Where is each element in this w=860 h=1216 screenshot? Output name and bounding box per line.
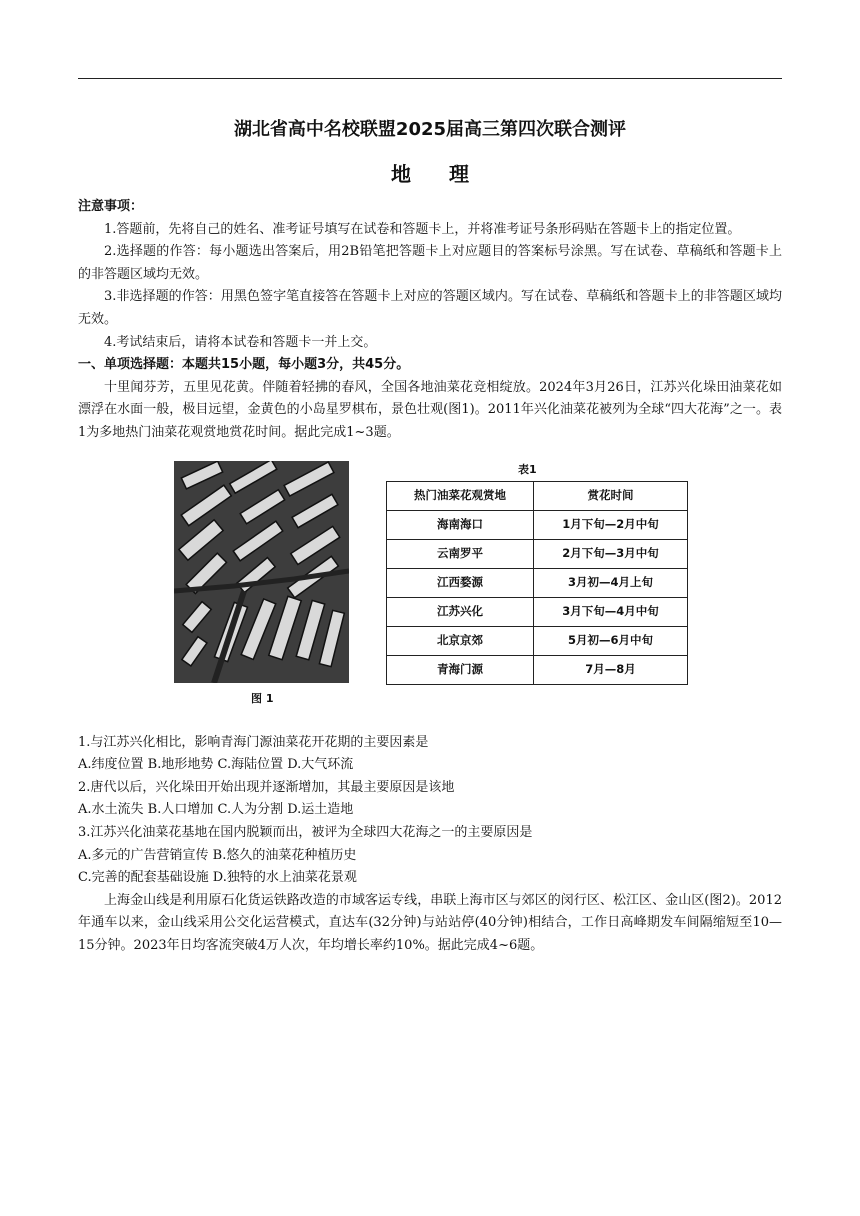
- notice-item: 1.答题前，先将自己的姓名、准考证号填写在试卷和答题卡上，并将准考证号条形码贴在答题卡上的指定位置。: [104, 221, 741, 237]
- question-2-stem: 2.唐代以后，兴化垛田开始出现并逐渐增加，其最主要原因是该地: [78, 779, 455, 795]
- figure-table-row: [78, 457, 782, 722]
- question-3-options-cd: C.完善的配套基础设施 D.独特的水上油菜花景观: [78, 870, 357, 886]
- table-row: [387, 568, 688, 597]
- top-rule: [78, 78, 782, 79]
- duotian-photo-image: [174, 461, 349, 683]
- notice-item: 2.选择题的作答：每小题选出答案后，用2B铅笔把答题卡上对应题目的答案标号涂黑。写在试卷、草稿纸和答题卡上的非答题区域均无效。: [78, 244, 782, 282]
- section-heading: 一、单项选择题：本题共15小题，每小题3分，共45分。: [78, 357, 410, 373]
- passage-1: 十里闻芬芳，五里见花黄。伴随着轻拂的春风，全国各地油菜花竞相绽放。2024年3月26日，江苏兴化垛田油菜花如漂浮在水面一般，极目远望，金黄色的小岛星罗棋布，景色壮观(图1)。2011年兴化油菜花被列为全球“四大花海”之一。表1为多地热门油菜花观赏地赏花时间。据此完成1~3题。: [78, 379, 782, 440]
- question-1-options: A.纬度位置 B.地形地势 C.海陆位置 D.大气环流: [78, 757, 354, 773]
- table-1: [386, 481, 688, 685]
- table-cell-place: 江西婺源: [387, 568, 534, 597]
- notice-heading: 注意事项：: [78, 199, 144, 214]
- table-cell-time: 1月下旬—2月中旬: [533, 510, 687, 539]
- table-cell-place: 云南罗平: [387, 539, 534, 568]
- question-2-options: A.水土流失 B.人口增加 C.人为分割 D.运土造地: [78, 802, 354, 818]
- table-header-cell: 赏花时间: [533, 481, 687, 510]
- notice-item: 4.考试结束后，请将本试卷和答题卡一并上交。: [104, 334, 377, 350]
- table-cell-time: 3月下旬—4月中旬: [533, 597, 687, 626]
- exam-body: [78, 196, 782, 957]
- question-1-stem: 1.与江苏兴化相比，影响青海门源油菜花开花期的主要因素是: [78, 734, 429, 750]
- passage-2: 上海金山线是利用原石化货运铁路改造的市域客运专线，串联上海市区与郊区的闵行区、松江区、金山区(图2)。2012年通车以来，金山线采用公交化运营模式，直达车(32分钟)与站站停(40分钟)相结合，工作日高峰期发车间隔缩短至10—15分钟。2023年日均客流突破4万人次，年均增长率约10%。据此完成4~6题。: [78, 892, 782, 953]
- notice-item: 3.非选择题的作答：用黑色签字笔直接答在答题卡上对应的答题区域内。写在试卷、草稿纸和答题卡上的非答题区域均无效。: [78, 289, 782, 327]
- table-cell-time: 7月—8月: [533, 655, 687, 684]
- table-cell-time: 3月初—4月上旬: [533, 568, 687, 597]
- table-cell-time: 5月初—6月中旬: [533, 626, 687, 655]
- question-3-stem: 3.江苏兴化油菜花基地在国内脱颖而出，被评为全球四大花海之一的主要原因是: [78, 824, 533, 840]
- question-3-options-ab: A.多元的广告营销宣传 B.悠久的油菜花种植历史: [78, 847, 357, 863]
- table-header-cell: 热门油菜花观赏地: [387, 481, 534, 510]
- table-1-caption: 表1: [518, 462, 537, 476]
- table-row: [387, 626, 688, 655]
- table-row: [387, 597, 688, 626]
- table-row: [387, 510, 688, 539]
- questions-block: [78, 732, 782, 958]
- figure-1-caption: 图 1: [251, 691, 274, 705]
- exam-title: 湖北省高中名校联盟2025届高三第四次联合测评: [233, 119, 627, 140]
- duotian-photo: [174, 461, 349, 683]
- table-row: [387, 655, 688, 684]
- table-cell-place: 海南海口: [387, 510, 534, 539]
- table-header-row: [387, 481, 688, 510]
- table-cell-place: 北京京郊: [387, 626, 534, 655]
- table-row: [387, 539, 688, 568]
- table-cell-place: 江苏兴化: [387, 597, 534, 626]
- subject-title: 地理: [391, 162, 507, 186]
- table-cell-time: 2月下旬—3月中旬: [533, 539, 687, 568]
- table-cell-place: 青海门源: [387, 655, 534, 684]
